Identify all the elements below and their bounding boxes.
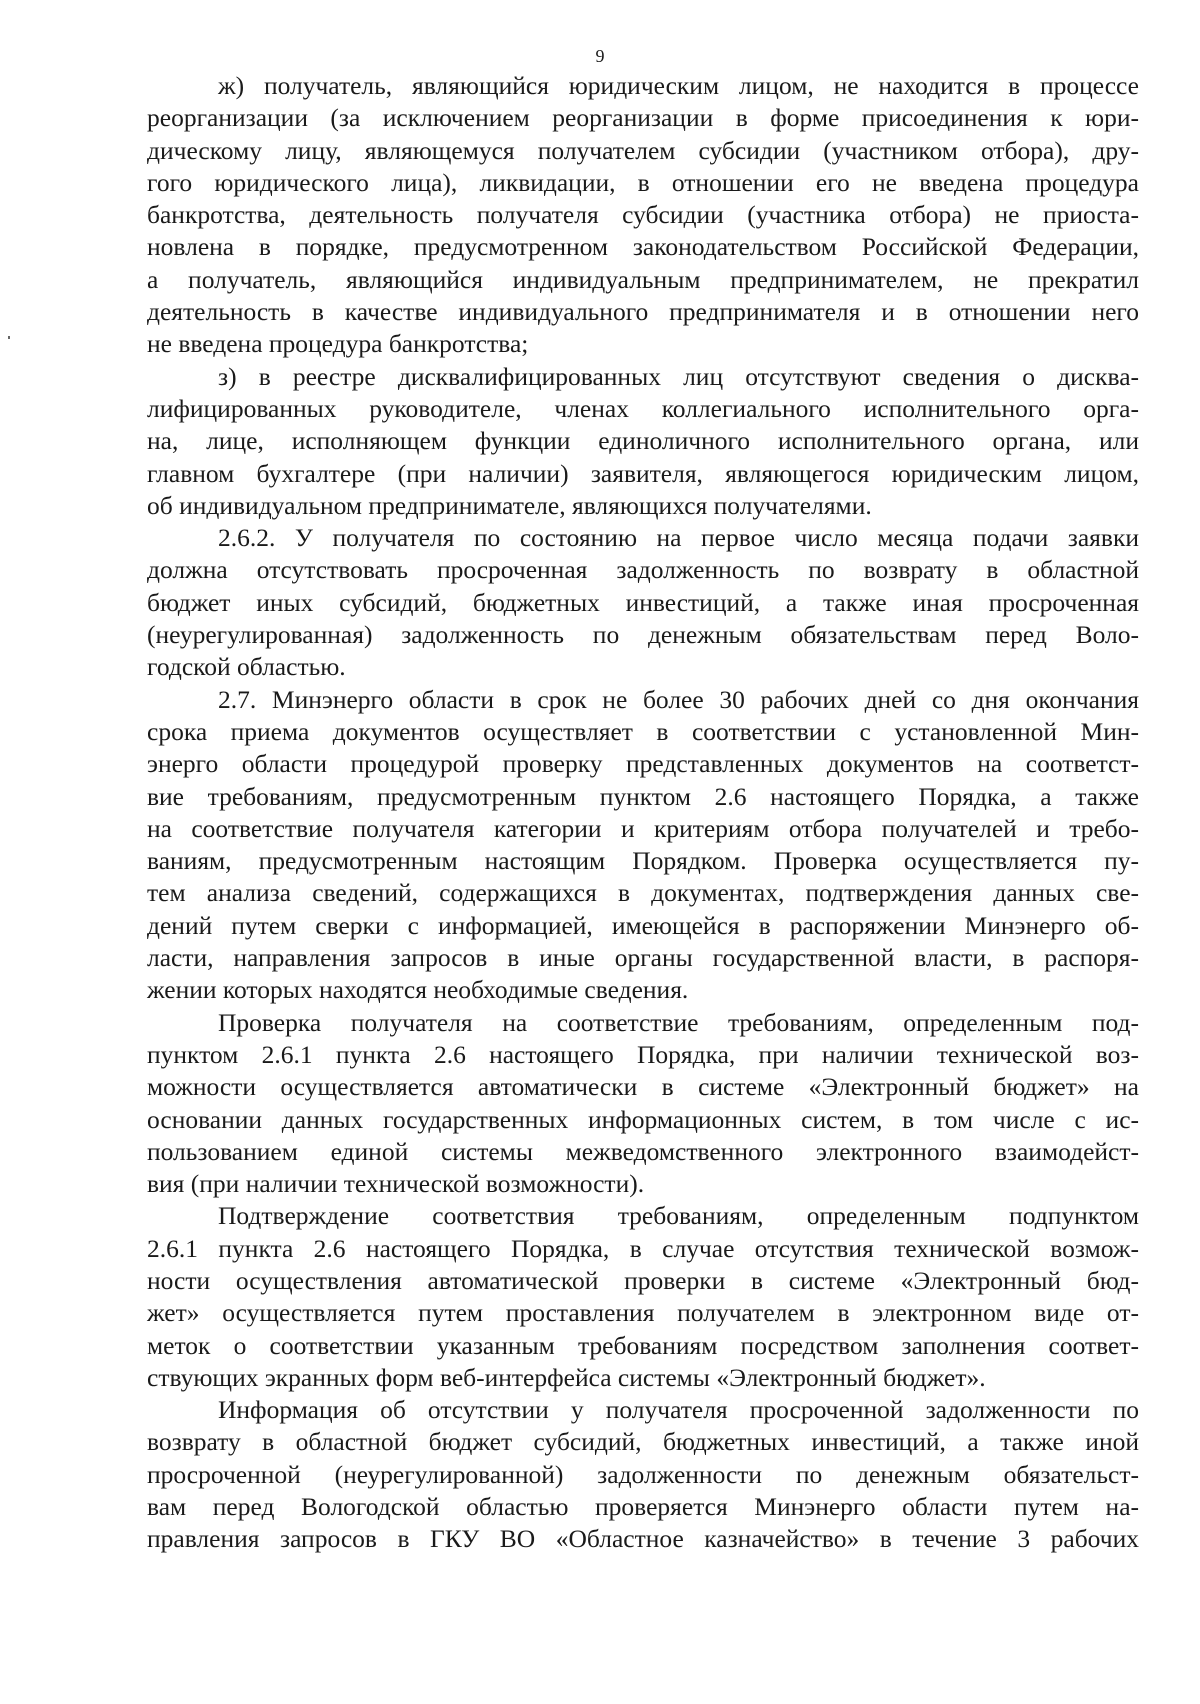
text-line: (неурегулированная) задолженность по денежным обязательствам перед Воло- <box>147 620 1139 650</box>
text-line: Подтверждение соответствия требованиям, определенным подпунктом <box>218 1201 1139 1231</box>
text-line: Проверка получателя на соответствие требованиям, определенным под- <box>218 1007 1139 1037</box>
page-number: 9 <box>595 46 605 66</box>
scan-artifact <box>8 336 10 339</box>
text-line: жении которых находятся необходимые сведения. <box>147 975 689 1005</box>
text-line: ж) получатель, являющийся юридическим лицом, не находится в процессе <box>218 71 1139 100</box>
text-line: новлена в порядке, предусмотренном законодательством Российской Федерации, <box>147 232 1139 262</box>
paragraph-p262 <box>147 522 1139 683</box>
text-line: ваниям, предусмотренным настоящим Порядком. Проверка осуществляется пу- <box>147 846 1139 876</box>
text-line: должна отсутствовать просроченная задолженность по возврату в областной <box>147 555 1139 585</box>
text-line: об индивидуальном предпринимателе, являющихся получателями. <box>147 490 872 520</box>
text-line: меток о соответствии указанным требованиям посредством заполнения соответ- <box>147 1330 1139 1360</box>
text-line: бюджет иных субсидий, бюджетных инвестиций, а также иная просроченная <box>147 587 1139 617</box>
text-line: ности осуществления автоматической проверки в системе «Электронный бюд- <box>147 1265 1139 1295</box>
text-line: гого юридического лица), ликвидации, в отношении его не введена процедура <box>147 167 1139 197</box>
text-line: дическому лицу, являющемуся получателем субсидии (участником отбора), дру- <box>147 135 1139 165</box>
text-line: энерго области процедурой проверку представленных документов на соответст- <box>147 749 1139 779</box>
text-line: ласти, направления запросов в иные органы государственной власти, в распоря- <box>147 943 1139 973</box>
text-line: ствующих экранных форм веб-интерфейса системы «Электронный бюджет». <box>147 1362 986 1392</box>
text-line: з) в реестре дисквалифицированных лиц отсутствуют сведения о дисква- <box>218 361 1139 391</box>
paragraph-check <box>147 1007 1139 1201</box>
text-line: на соответствие получателя категории и критериям отбора получателей и требо- <box>147 813 1139 843</box>
text-line: основании данных государственных информационных систем, в том числе с ис- <box>147 1104 1139 1134</box>
text-line: жет» осуществляется путем проставления получателем в электронном виде от- <box>147 1298 1139 1328</box>
text-line: годской областью. <box>147 652 346 682</box>
paragraph-zh <box>147 70 1139 361</box>
text-line: тем анализа сведений, содержащихся в документах, подтверждения данных све- <box>147 878 1139 908</box>
text-line: на, лице, исполняющем функции единоличного исполнительного органа, или <box>147 426 1139 456</box>
text-line: срока приема документов осуществляет в соответствии с установленной Мин- <box>147 716 1139 746</box>
text-line: можности осуществляется автоматически в системе «Электронный бюджет» на <box>147 1072 1139 1102</box>
document-body <box>147 70 1139 1556</box>
text-line: пользованием единой системы межведомственного электронного взаимодейст- <box>147 1136 1139 1166</box>
text-line: дений путем сверки с информацией, имеющейся в распоряжении Минэнерго об- <box>147 910 1139 940</box>
text-line: 2.7. Минэнерго области в срок не более 30 рабочих дней со дня окончания <box>218 684 1139 714</box>
text-line: не введена процедура банкротства; <box>147 329 529 359</box>
text-line: а получатель, являющийся индивидуальным предпринимателем, не прекратил <box>147 264 1139 294</box>
text-line: вия (при наличии технической возможности). <box>147 1169 645 1199</box>
text-line: правления запросов в ГКУ ВО «Областное казначейство» в течение 3 рабочих <box>147 1524 1139 1554</box>
text-line: 2.6.1 пункта 2.6 настоящего Порядка, в случае отсутствия технической возмож- <box>147 1233 1139 1263</box>
text-line: возврату в областной бюджет субсидий, бюджетных инвестиций, а также иной <box>147 1427 1139 1457</box>
text-line: банкротства, деятельность получателя субсидии (участника отбора) не приоста- <box>147 200 1139 230</box>
text-line: реорганизации (за исключением реорганизации в форме присоединения к юри- <box>147 103 1139 133</box>
text-line: вам перед Вологодской областью проверяется Минэнерго области путем на- <box>147 1492 1139 1522</box>
paragraph-confirm <box>147 1200 1139 1394</box>
paragraph-info <box>147 1394 1139 1555</box>
text-line: главном бухгалтере (при наличии) заявителя, являющегося юридическим лицом, <box>147 458 1139 488</box>
text-line: пунктом 2.6.1 пункта 2.6 настоящего Порядка, при наличии технической воз- <box>147 1039 1139 1069</box>
text-line: 2.6.2. У получателя по состоянию на первое число месяца подачи заявки <box>218 523 1139 553</box>
text-line: вие требованиям, предусмотренным пунктом 2.6 настоящего Порядка, а также <box>147 781 1139 811</box>
text-line: просроченной (неурегулированной) задолженности по денежным обязательст- <box>147 1459 1139 1489</box>
text-line: лифицированных руководителе, членах коллегиального исполнительного орга- <box>147 393 1139 423</box>
text-line: Информация об отсутствии у получателя просроченной задолженности по <box>218 1395 1139 1425</box>
paragraph-p27 <box>147 684 1139 1007</box>
paragraph-z <box>147 361 1139 522</box>
text-line: деятельность в качестве индивидуального предпринимателя и в отношении него <box>147 297 1139 327</box>
